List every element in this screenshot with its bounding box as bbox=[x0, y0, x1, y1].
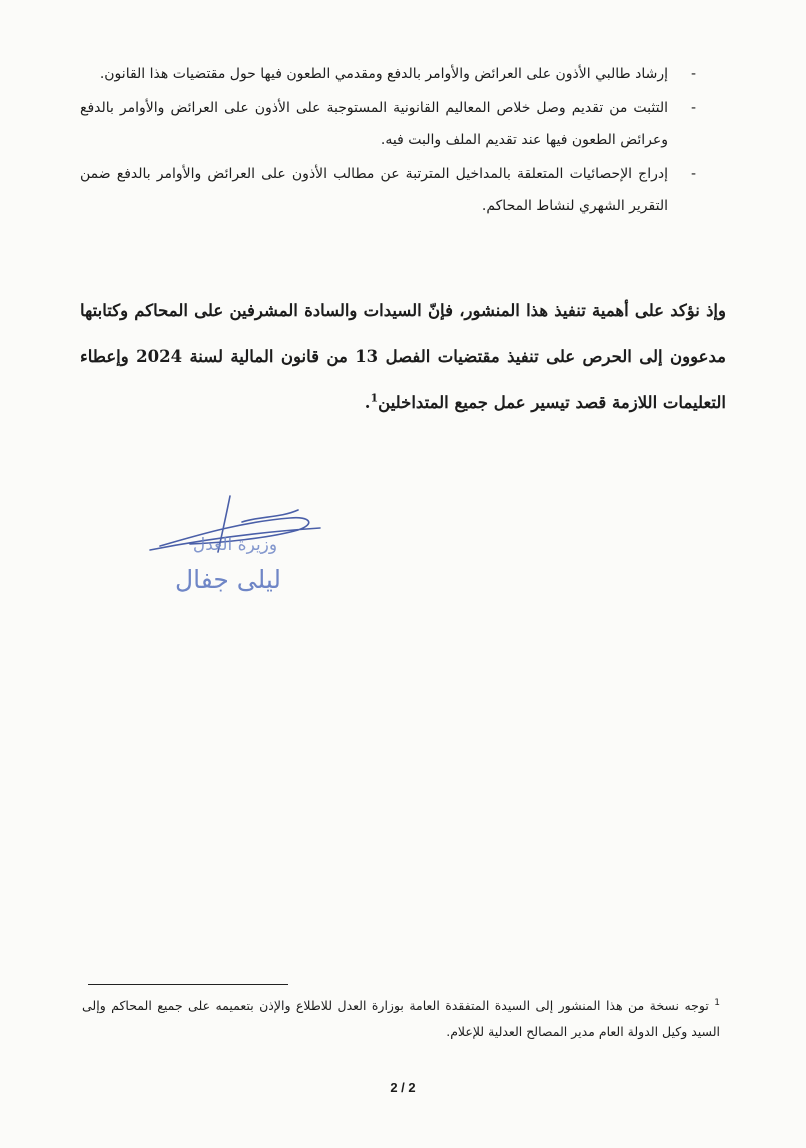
stamp-title: وزيرة العدل bbox=[192, 535, 278, 555]
bullet-text: إرشاد طالبي الأذون على العرائض والأوامر بالدفع ومقدمي الطعون فيها حول مقتضيات هذا القانون. bbox=[99, 66, 668, 82]
bullet-dash: - bbox=[690, 66, 696, 82]
page-number: 2 / 2 bbox=[390, 1080, 416, 1095]
paragraph-end: . bbox=[364, 393, 371, 412]
bullet-text: إدراج الإحصائيات المتعلقة بالمداخيل المترتبة عن مطالب الأذون على العرائض والأوامر بالدفع ضمن التقرير الشهري لنشاط المحاكم. bbox=[80, 166, 668, 214]
bullet-dash: - bbox=[690, 166, 696, 182]
footnote-divider bbox=[88, 984, 288, 985]
bullet-dash: - bbox=[690, 100, 696, 116]
bullet-text: التثبت من تقديم وصل خلاص المعاليم القانونية المستوجبة على الأذون على العرائض والأوامر بالدفع وعرائض الطعون فيها عند تقديم الملف والبت فيه. bbox=[80, 100, 668, 148]
bullet-item bbox=[80, 158, 696, 222]
bullet-item bbox=[80, 92, 696, 156]
footnote-reference: 1 bbox=[370, 391, 379, 405]
signature-stamp bbox=[120, 488, 360, 608]
footnote-marker: 1 bbox=[714, 998, 720, 1008]
footnote bbox=[82, 990, 720, 1045]
footnote-text: توجه نسخة من هذا المنشور إلى السيدة المتفقدة العامة بوزارة العدل للاطلاع والإذن بتعميمه على جميع المحاكم وإلى السيد وكيل الدولة العام مدير المصالح العدلية للإعلام. bbox=[82, 998, 720, 1040]
bullet-item bbox=[80, 58, 696, 90]
bullet-list bbox=[80, 58, 696, 224]
paragraph-text: وإذ نؤكد على أهمية تنفيذ هذا المنشور، فإنّ السيدات والسادة المشرفين على المحاكم وكتابتها مدعوون إلى الحرص على تنفيذ مقتضيات الفصل 13 من قانون المالية لسنة 2024 وإعطاء التعليمات اللازمة قصد تيسير عمل جميع المتداخلين bbox=[80, 301, 726, 412]
stamp-name: ليلى جفال bbox=[174, 565, 282, 594]
main-paragraph bbox=[80, 288, 726, 426]
